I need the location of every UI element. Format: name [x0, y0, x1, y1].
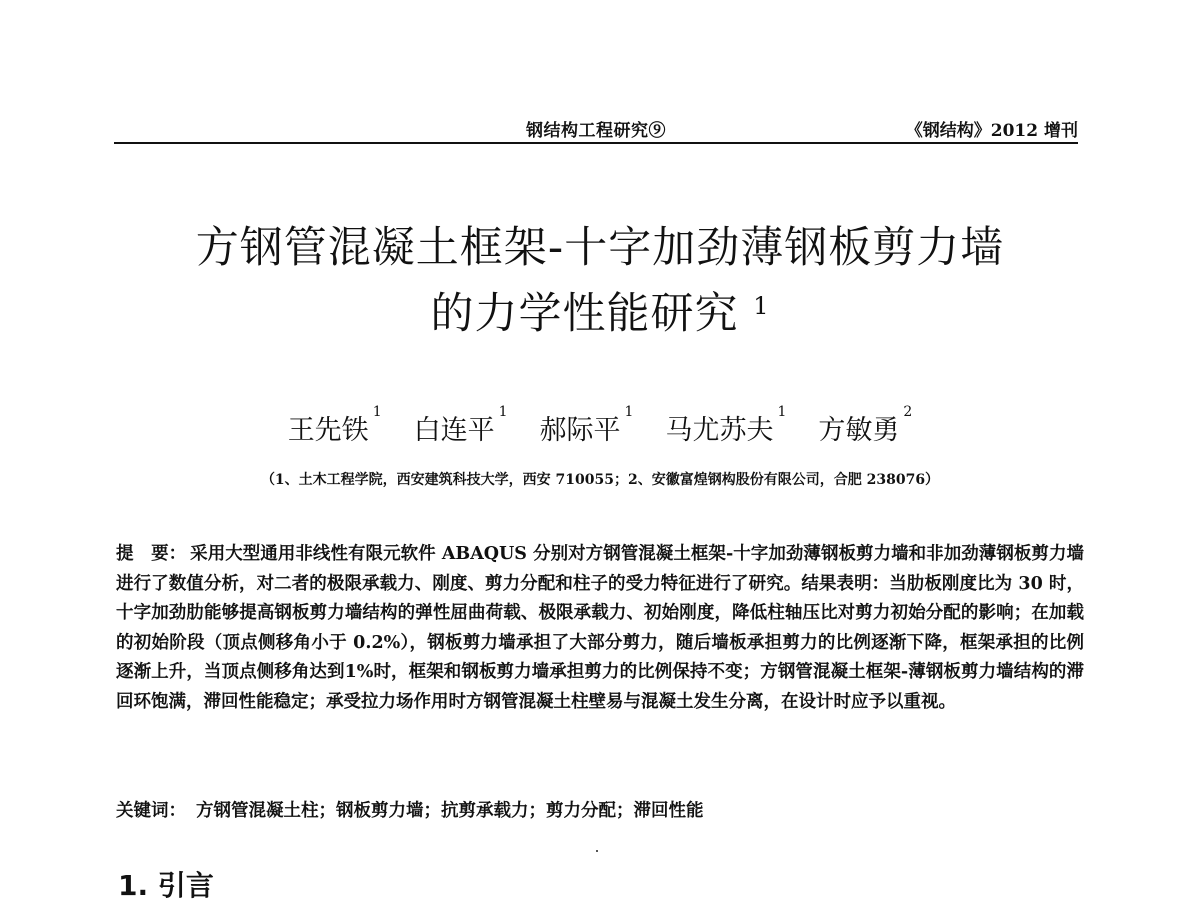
section-heading-introduction: 1. 引言: [118, 869, 214, 902]
author-name: 马尤苏夫: [665, 415, 774, 446]
keywords: [116, 797, 1084, 822]
author: [413, 404, 508, 447]
abstract-text: 采用大型通用非线性有限元软件 ABAQUS 分别对方钢管混凝土框架-十字加劲薄钢板剪力墙和非加劲薄钢板剪力墙进行了数值分析，对二者的极限承载力、刚度、剪力分配和柱子的受力特征进行了研究。结果表明：当肋板刚度比为 30 时，十字加劲肋能够提高钢板剪力墙结构的弹性屈曲荷载、极限承载力、初始刚度，降低柱轴压比对剪力初始分配的影响；在加载的初始阶段（顶点侧移角小于 0.2%），钢板剪力墙承担了大部分剪力，随后墙板承担剪力的比例逐渐下降，框架承担的比例逐渐上升，当顶点侧移角达到1%时，框架和钢板剪力墙承担剪力的比例保持不变；方钢管混凝土框架-薄钢板剪力墙结构的滞回环饱满，滞回性能稳定；承受拉力场作用时方钢管混凝土柱壁易与混凝土发生分离，在设计时应予以重视。: [116, 544, 1084, 712]
title-line-2-wrap: [100, 281, 1100, 347]
abstract: [116, 540, 1084, 717]
running-header: [114, 112, 1078, 144]
author: [287, 404, 382, 447]
keywords-text: 方钢管混凝土柱；钢板剪力墙；抗剪承载力；剪力分配；滞回性能: [196, 801, 704, 821]
keywords-label: 关键词：: [116, 801, 186, 821]
title-line-2: 的力学性能研究: [430, 289, 739, 339]
header-journal-issue: 《钢结构》2012 增刊: [905, 121, 1078, 141]
scan-speck: [596, 850, 598, 852]
author-name: 王先铁: [287, 415, 369, 446]
author: [818, 404, 913, 447]
author-list: [100, 404, 1100, 447]
author: [665, 404, 787, 447]
header-series-title: 钢结构工程研究⑨: [526, 121, 666, 141]
author: [539, 404, 634, 447]
abstract-label: 提 要：: [116, 544, 187, 564]
affiliations: （1、土木工程学院，西安建筑科技大学，西安 710055；2、安徽富煌钢构股份有限公司，合肥 238076）: [260, 472, 940, 488]
author-affil-mark: 1: [777, 404, 787, 420]
title-line-1: 方钢管混凝土框架-十字加劲薄钢板剪力墙: [195, 223, 1005, 273]
title-footnote-mark: 1: [753, 292, 770, 320]
author-affil-mark: 1: [372, 404, 382, 420]
author-affil-mark: 2: [903, 404, 913, 420]
author-name: 郝际平: [539, 415, 621, 446]
paper-title: [100, 215, 1100, 347]
author-name: 白连平: [413, 415, 495, 446]
author-affil-mark: 1: [624, 404, 634, 420]
author-name: 方敏勇: [818, 415, 900, 446]
author-affil-mark: 1: [498, 404, 508, 420]
